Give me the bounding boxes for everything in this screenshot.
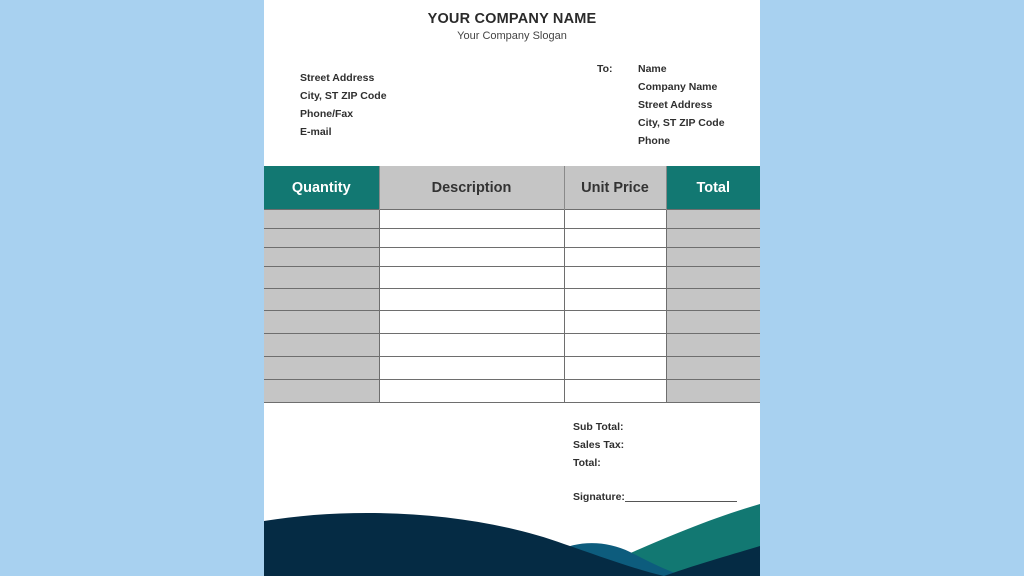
sales-tax-label: Sales Tax: xyxy=(573,439,625,451)
unit-price-cell[interactable] xyxy=(564,334,666,357)
unit-price-cell[interactable] xyxy=(564,380,666,403)
quantity-cell[interactable] xyxy=(264,311,379,334)
totals-block xyxy=(573,421,624,475)
company-slogan: Your Company Slogan xyxy=(457,30,567,42)
quantity-cell[interactable] xyxy=(264,267,379,289)
sender-city: City, ST ZIP Code xyxy=(300,90,387,102)
recipient-phone: Phone xyxy=(638,135,671,147)
quantity-cell[interactable] xyxy=(264,229,379,248)
table-body xyxy=(264,210,760,403)
table-row xyxy=(264,334,760,357)
recipient-company: Company Name xyxy=(638,81,718,93)
unit-price-cell[interactable] xyxy=(564,267,666,289)
description-cell[interactable] xyxy=(379,357,564,380)
total-cell[interactable] xyxy=(666,289,760,311)
description-cell[interactable] xyxy=(379,229,564,248)
unit-price-cell[interactable] xyxy=(564,311,666,334)
table-row xyxy=(264,357,760,380)
table-row xyxy=(264,210,760,229)
table-row xyxy=(264,289,760,311)
total-cell[interactable] xyxy=(666,248,760,267)
column-header-quantity: Quantity xyxy=(264,166,379,210)
description-cell[interactable] xyxy=(379,267,564,289)
unit-price-cell[interactable] xyxy=(564,248,666,267)
quantity-cell[interactable] xyxy=(264,210,379,229)
total-cell[interactable] xyxy=(666,311,760,334)
table-row xyxy=(264,311,760,334)
description-cell[interactable] xyxy=(379,289,564,311)
column-header-description: Description xyxy=(379,166,564,210)
description-cell[interactable] xyxy=(379,380,564,403)
table-row xyxy=(264,248,760,267)
table-row xyxy=(264,380,760,403)
unit-price-cell[interactable] xyxy=(564,289,666,311)
quantity-cell[interactable] xyxy=(264,380,379,403)
unit-price-cell[interactable] xyxy=(564,229,666,248)
total-cell[interactable] xyxy=(666,210,760,229)
recipient-street: Street Address xyxy=(638,99,713,111)
quantity-cell[interactable] xyxy=(264,248,379,267)
sender-street: Street Address xyxy=(300,72,375,84)
description-cell[interactable] xyxy=(379,210,564,229)
recipient-name: Name xyxy=(638,63,667,75)
total-cell[interactable] xyxy=(666,267,760,289)
column-header-unit-price: Unit Price xyxy=(564,166,666,210)
quantity-cell[interactable] xyxy=(264,289,379,311)
unit-price-cell[interactable] xyxy=(564,357,666,380)
recipient-city: City, ST ZIP Code xyxy=(638,117,725,129)
signature-label: Signature: xyxy=(573,491,625,503)
recipient-label: To: xyxy=(597,63,613,75)
description-cell[interactable] xyxy=(379,311,564,334)
quantity-cell[interactable] xyxy=(264,357,379,380)
description-cell[interactable] xyxy=(379,334,564,357)
total-cell[interactable] xyxy=(666,380,760,403)
company-name: YOUR COMPANY NAME xyxy=(427,11,597,27)
table-header-row xyxy=(264,166,760,210)
decorative-waves xyxy=(264,496,760,576)
total-label: Total: xyxy=(573,457,601,469)
quantity-cell[interactable] xyxy=(264,334,379,357)
sender-email: E-mail xyxy=(300,126,332,138)
column-header-total: Total xyxy=(666,166,760,210)
sender-phone-fax: Phone/Fax xyxy=(300,108,354,120)
table-row xyxy=(264,229,760,248)
sender-address-block xyxy=(300,72,387,144)
description-cell[interactable] xyxy=(379,248,564,267)
invoice-sheet xyxy=(264,0,760,576)
total-cell[interactable] xyxy=(666,357,760,380)
total-cell[interactable] xyxy=(666,229,760,248)
recipient-address-block xyxy=(638,63,725,153)
unit-price-cell[interactable] xyxy=(564,210,666,229)
total-cell[interactable] xyxy=(666,334,760,357)
sub-total-label: Sub Total: xyxy=(573,421,624,433)
table-row xyxy=(264,267,760,289)
line-items-table xyxy=(264,166,760,403)
